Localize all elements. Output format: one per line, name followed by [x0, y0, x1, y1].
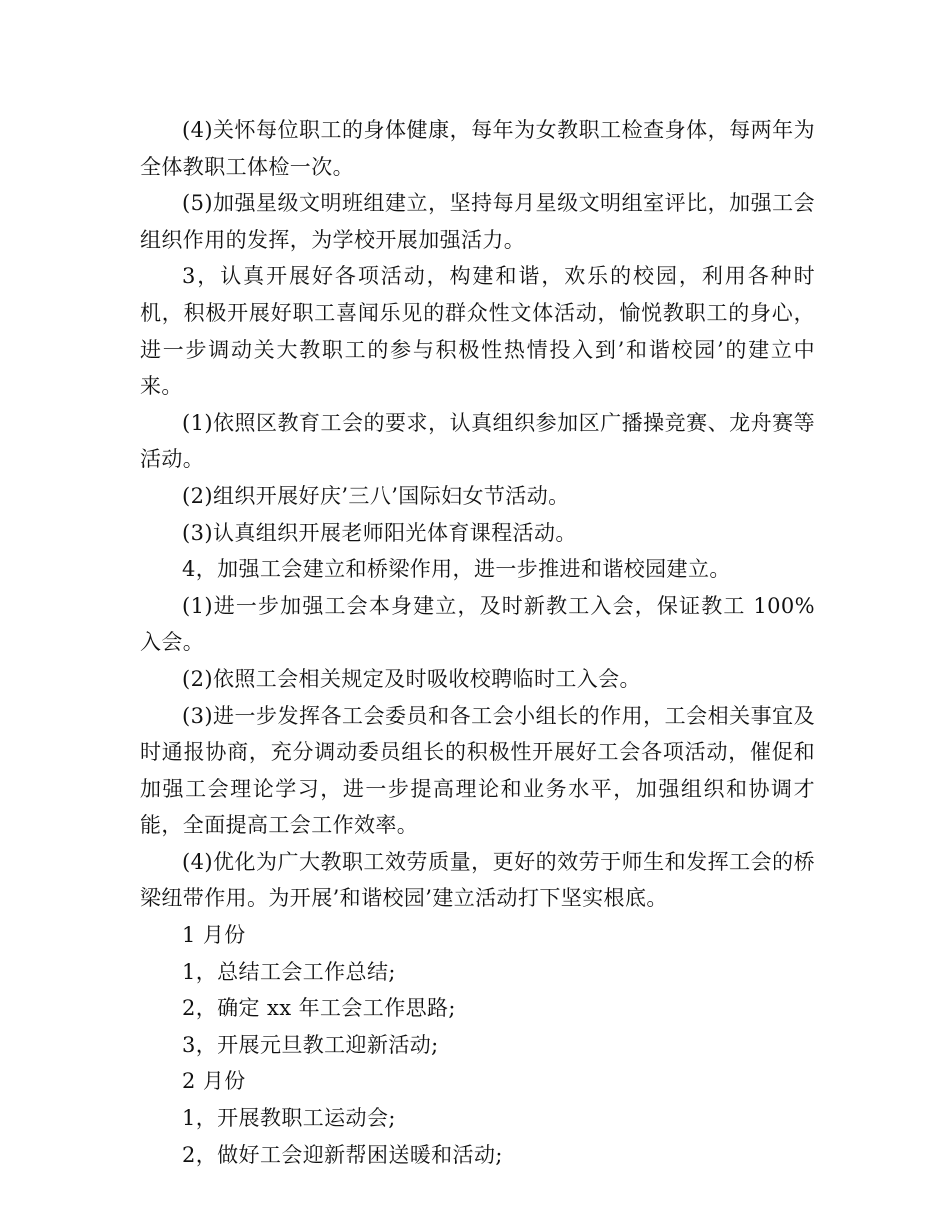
document-body — [140, 112, 815, 1173]
list-item-january-3: 3，开展元旦教工迎新活动; — [182, 1032, 439, 1057]
section-3-activities: 3，认真开展好各项活动，构建和谐，欢乐的校园，利用各种时机，积极开展好职工喜闻乐见的群众性文体活动，愉悦教职工的身心，进一步调动关大教职工的参与积极性热情投入到’和谐校园’的建立中来。 — [140, 264, 815, 399]
paragraph-temporary-workers: (2)依照工会相关规定及时吸收校聘临时工入会。 — [182, 666, 641, 691]
month-heading-january: 1 月份 — [182, 923, 246, 948]
paragraph-service-quality: (4)优化为广大教职工效劳质量，更好的效劳于师生和发挥工会的桥梁纽带作用。为开展’和谐校园’建立活动打下坚实根底。 — [140, 849, 815, 911]
list-item-february-2: 2，做好工会迎新帮困送暖和活动; — [182, 1142, 503, 1167]
paragraph-sunshine-sports: (3)认真组织开展老师阳光体育课程活动。 — [182, 520, 577, 545]
paragraph-womens-day: (2)组织开展好庆’三八’国际妇女节活动。 — [182, 483, 570, 508]
section-4-union-building: 4，加强工会建立和桥梁作用，进一步推进和谐校园建立。 — [182, 557, 731, 582]
paragraph-civilized-groups: (5)加强星级文明班组建立，坚持每月星级文明组室评比，加强工会组织作用的发挥，为学校开展加强活力。 — [140, 191, 815, 252]
list-item-january-2: 2，确定 xx 年工会工作思路; — [182, 996, 456, 1021]
paragraph-care-health: (4)关怀每位职工的身体健康，每年为女教职工检查身体，每两年为全体教职工体检一次。 — [140, 118, 815, 179]
paragraph-district-competitions: (1)依照区教育工会的要求，认真组织参加区广播操竞赛、龙舟赛等活动。 — [140, 410, 815, 472]
month-heading-february: 2 月份 — [182, 1069, 246, 1094]
paragraph-committee-role: (3)进一步发挥各工会委员和各工会小组长的作用，工会相关事宜及时通报协商，充分调动委员组长的积极性开展好工会各项活动，催促和加强工会理论学习，进一步提高理论和业务水平，加强组织和协调才能，全面提高工会工作效率。 — [140, 703, 815, 838]
list-item-january-1: 1，总结工会工作总结; — [182, 959, 396, 984]
paragraph-membership: (1)进一步加强工会本身建立，及时新教工入会，保证教工 100%入会。 — [140, 593, 815, 655]
list-item-february-1: 1，开展教职工运动会; — [182, 1106, 396, 1131]
